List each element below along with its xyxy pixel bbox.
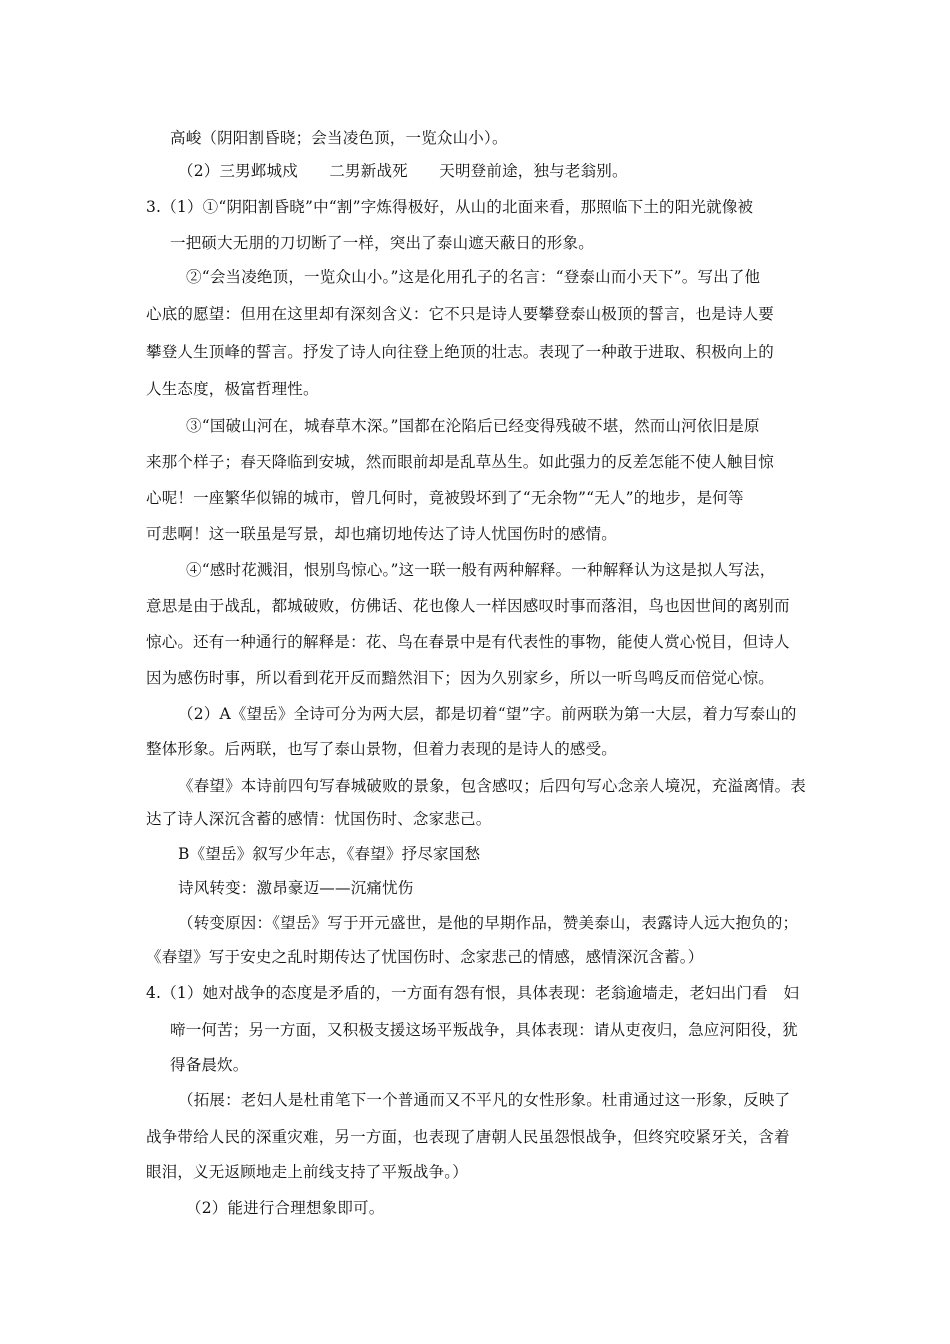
text-line: 人生态度，极富哲理性。 — [146, 380, 319, 398]
text-line: 整体形象。后两联，也写了泰山景物，但着力表现的是诗人的感受。 — [146, 740, 618, 758]
text-line: 啼一何苦；另一方面，又积极支援这场平叛战争，具体表现：请从吏夜归，急应河阳役，犹 — [170, 1021, 799, 1039]
text-line: 得备晨炊。 — [170, 1056, 249, 1074]
text-line: 高峻（阴阳割昏晓；会当凌色顶，一览众山小）。 — [170, 129, 508, 147]
text-line: （2）三男邺城戍 二男新战死 天明登前途，独与老翁别。 — [178, 162, 628, 180]
text-line: 3.（1）①“阴阳割昏晓”中“割”字炼得极好，从山的北面来看，那照临下土的阳光就像被 — [146, 198, 754, 216]
text-line: 惊心。还有一种通行的解释是：花、鸟在春景中是有代表性的事物，能使人赏心悦目，但诗人 — [146, 633, 790, 651]
text-line: 《春望》本诗前四句写春城破败的景象，包含感叹；后四句写心念亲人境况，充溢离情。表 — [178, 777, 807, 795]
text-line: 攀登人生顶峰的誓言。抒发了诗人向往登上绝顶的壮志。表现了一种敢于进取、积极向上的 — [146, 343, 775, 361]
text-line: （2）能进行合理想象即可。 — [186, 1199, 385, 1217]
text-line: 达了诗人深沉含蓄的感情：忧国伤时、念家悲己。 — [146, 810, 492, 828]
text-line: 来那个样子；春天降临到安城，然而眼前却是乱草丛生。如此强力的反差怎能不使人触目惊 — [146, 453, 775, 471]
text-line: 心底的愿望：但用在这里却有深刻含义：它不只是诗人要攀登泰山极顶的誓言，也是诗人要 — [146, 305, 775, 323]
text-line: 因为感伤时事，所以看到花开反而黯然泪下；因为久别家乡，所以一听鸟鸣反而倍觉心惊。 — [146, 669, 775, 687]
text-line: 眼泪，义无返顾地走上前线支持了平叛战争。） — [146, 1163, 468, 1181]
text-line: 《春望》写于安史之乱时期传达了忧国伤时、念家悲己的情感，感情深沉含蓄。） — [146, 948, 704, 966]
text-line: 4.（1）她对战争的态度是矛盾的，一方面有怨有恨，具体表现：老翁逾墙走，老妇出门看 妇 — [146, 984, 800, 1002]
text-line: ④“感时花溅泪，恨别鸟惊心。”这一联一般有两种解释。一种解释认为这是拟人写法， — [186, 561, 776, 579]
text-line: （拓展：老妇人是杜甫笔下一个普通而又不平凡的女性形象。杜甫通过这一形象，反映了 — [178, 1091, 791, 1109]
text-line: ③“国破山河在，城春草木深。”国都在沦陷后已经变得残破不堪，然而山河依旧是原 — [186, 417, 760, 435]
text-line: 一把硕大无朋的刀切断了一样，突出了泰山遮天蔽日的形象。 — [170, 234, 594, 252]
text-line: B《望岳》叙写少年志，《春望》抒尽家国愁 — [178, 845, 481, 863]
text-line: 意思是由于战乱，都城破败，仿佛话、花也像人一样因感叹时事而落泪，鸟也因世间的离别而 — [146, 597, 790, 615]
text-line: 可悲啊！这一联虽是写景，却也痛切地传达了诗人忧国伤时的感情。 — [146, 525, 618, 543]
text-line: 心呢！一座繁华似锦的城市，曾几何时，竟被毁坏到了“无余物”“无人”的地步，是何等 — [146, 489, 744, 507]
text-line: ②“会当凌绝顶，一览众山小。”这是化用孔子的名言：“登泰山而小天下”。写出了他 — [186, 268, 761, 286]
text-line: （转变原因：《望岳》写于开元盛世，是他的早期作品，赞美泰山，表露诗人远大抱负的； — [178, 914, 799, 932]
text-line: 战争带给人民的深重灾难，另一方面，也表现了唐朝人民虽怨恨战争，但终究咬紧牙关，含着 — [146, 1128, 790, 1146]
text-line: 诗风转变：激昂豪迈——沉痛忧伤 — [178, 879, 414, 897]
text-line: （2）A《望岳》全诗可分为两大层，都是切着“望”字。前两联为第一大层，着力写泰山的 — [178, 705, 797, 723]
